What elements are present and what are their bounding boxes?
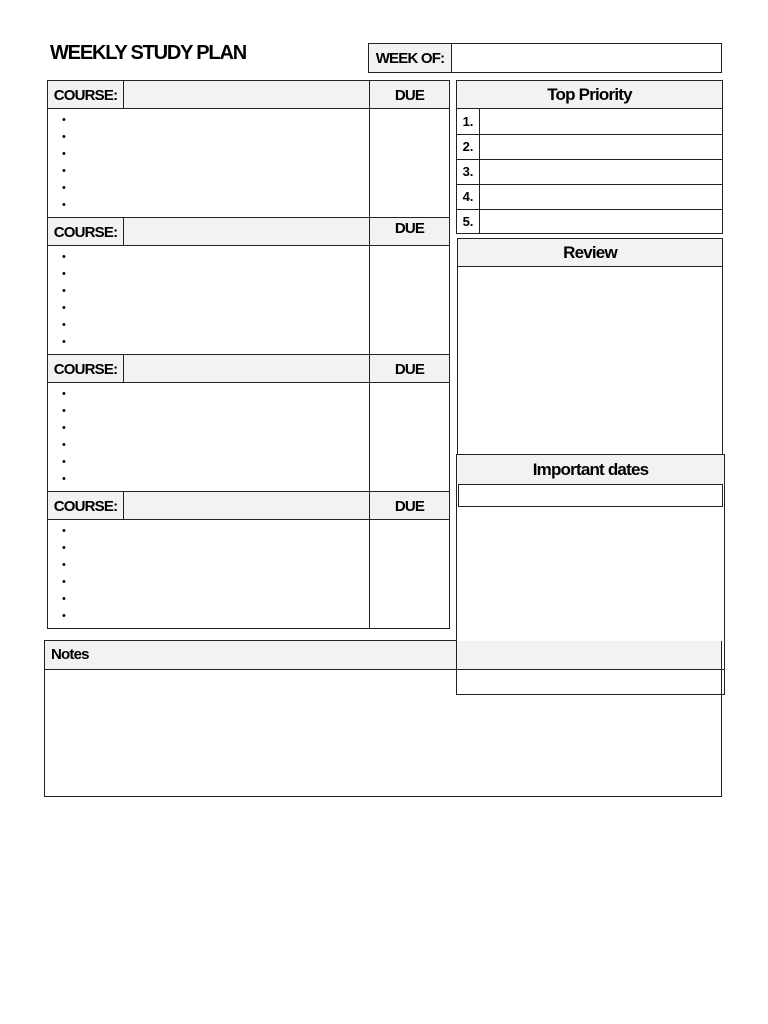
bullet: •	[62, 456, 66, 468]
priority-number: 5.	[462, 213, 474, 229]
bullet: •	[62, 165, 66, 177]
bullet: •	[62, 576, 66, 588]
bullet: •	[62, 525, 66, 537]
course-task-list[interactable]	[48, 246, 369, 354]
priority-number: 3.	[462, 164, 474, 179]
course-name-field[interactable]	[124, 355, 369, 383]
bullet: •	[62, 405, 66, 417]
review-field[interactable]	[458, 268, 722, 455]
important-dates-field[interactable]	[457, 507, 724, 641]
bullet: •	[62, 559, 66, 571]
course-label: COURSE:	[48, 218, 124, 246]
bullet: •	[62, 610, 66, 622]
bullet: •	[62, 542, 66, 554]
course-block	[47, 354, 450, 492]
bullet: •	[62, 131, 66, 143]
course-block	[47, 491, 450, 629]
important-dates-entry[interactable]	[458, 484, 723, 507]
week-of-field[interactable]	[451, 43, 722, 73]
review-panel	[457, 238, 723, 456]
bullet: •	[62, 285, 66, 297]
course-name-field[interactable]	[124, 81, 369, 109]
due-label: DUE	[369, 218, 449, 238]
priority-number: 2.	[462, 139, 474, 154]
course-label: COURSE:	[48, 492, 124, 520]
due-label: DUE	[369, 355, 449, 383]
due-label: DUE	[369, 492, 449, 520]
priority-field[interactable]	[480, 134, 722, 159]
course-task-list[interactable]	[48, 109, 369, 217]
course-name-field[interactable]	[124, 218, 369, 246]
course-label: COURSE:	[48, 355, 124, 383]
priority-field[interactable]	[480, 159, 722, 184]
page-title: WEEKLY STUDY PLAN	[50, 42, 246, 64]
week-of-label: WEEK OF:	[368, 43, 452, 73]
course-task-list[interactable]	[48, 383, 369, 491]
bullet: •	[62, 199, 66, 211]
bullet: •	[62, 422, 66, 434]
course-block	[47, 80, 450, 218]
bullet: •	[62, 114, 66, 126]
review-title: Review	[458, 239, 722, 267]
priority-number: 1.	[462, 114, 474, 129]
bullet: •	[62, 593, 66, 605]
due-field[interactable]	[370, 383, 449, 491]
priority-number: 4.	[462, 189, 474, 204]
bullet: •	[62, 439, 66, 451]
course-task-list[interactable]	[48, 520, 369, 628]
notes-title: Notes	[51, 646, 89, 663]
due-label: DUE	[369, 81, 449, 109]
bullet: •	[62, 251, 66, 263]
due-field[interactable]	[370, 109, 449, 217]
bullet: •	[62, 182, 66, 194]
priority-field[interactable]	[480, 109, 722, 134]
bullet: •	[62, 388, 66, 400]
course-block	[47, 217, 450, 355]
bullet: •	[62, 268, 66, 280]
top-priority-panel	[456, 80, 723, 234]
due-field[interactable]	[370, 246, 449, 354]
bullet: •	[62, 319, 66, 331]
bullet: •	[62, 473, 66, 485]
bullet: •	[62, 336, 66, 348]
top-priority-title: Top Priority	[457, 81, 722, 109]
bullet: •	[62, 148, 66, 160]
course-name-field[interactable]	[124, 492, 369, 520]
priority-field[interactable]	[480, 184, 722, 209]
priority-field[interactable]	[480, 209, 722, 233]
bullet: •	[62, 302, 66, 314]
course-label: COURSE:	[48, 81, 124, 109]
due-field[interactable]	[370, 520, 449, 628]
important-dates-title: Important dates	[457, 455, 724, 484]
important-dates-panel	[456, 454, 725, 695]
